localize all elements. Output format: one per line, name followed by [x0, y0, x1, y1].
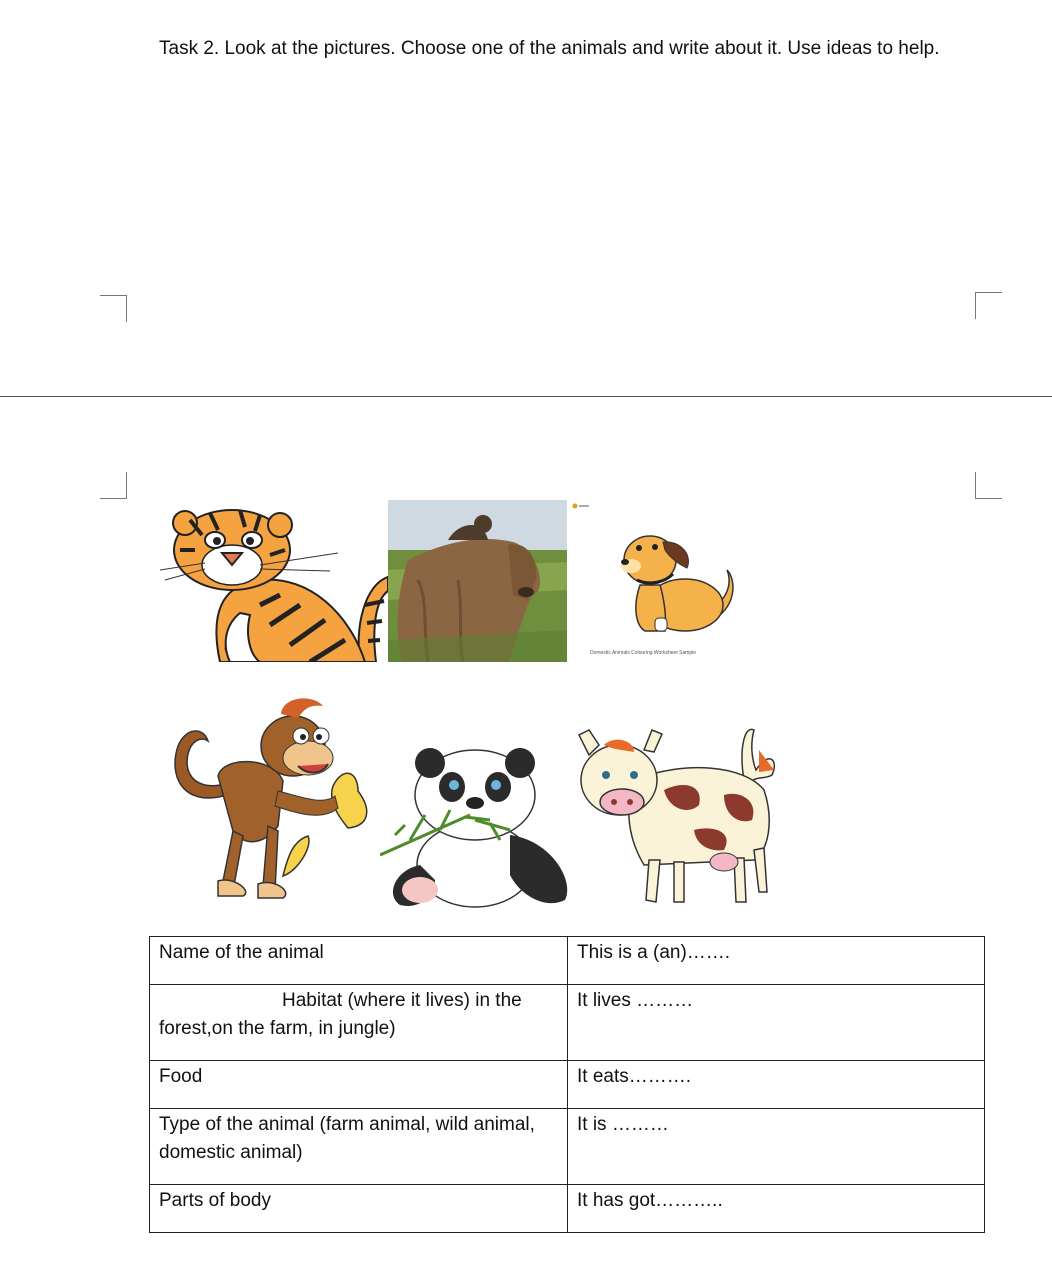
prompt-text-line2: domestic animal) [159, 1142, 303, 1163]
page-corner-mark-top-left [100, 295, 127, 322]
row-answer-food[interactable] [568, 1061, 985, 1109]
answer-text: It has got……….. [577, 1190, 723, 1211]
row-answer-body-parts[interactable] [568, 1185, 985, 1233]
tiger-icon [160, 505, 388, 662]
table-row [150, 985, 985, 1061]
small-logo-icon [572, 503, 590, 509]
panda-icon [380, 745, 573, 910]
row-prompt-type [150, 1109, 568, 1185]
table-row [150, 937, 985, 985]
row-answer-habitat[interactable] [568, 985, 985, 1061]
cow-picture [574, 720, 779, 910]
page-corner-mark-top-right [975, 292, 1002, 319]
dog-icon [615, 530, 737, 635]
page-corner-mark-bottom-left [100, 472, 127, 499]
table-row [150, 1061, 985, 1109]
row-prompt-body-parts [150, 1185, 568, 1233]
page-break-line [0, 396, 1052, 397]
task-instruction: Task 2. Look at the pictures. Choose one of the animals and write about it. Use ideas to help. [159, 38, 940, 59]
monkey-icon [163, 696, 378, 904]
table-row [150, 1109, 985, 1185]
prompt-text-line1: Habitat (where it lives) in the [282, 990, 522, 1011]
bear-icon [388, 500, 567, 662]
tiger-picture [160, 505, 388, 662]
prompt-text: Food [159, 1066, 203, 1087]
row-answer-name[interactable] [568, 937, 985, 985]
answer-text: It is ……… [577, 1114, 669, 1135]
prompt-text-line2: forest,on the farm, in jungle) [159, 1018, 396, 1039]
answer-text: It lives ……… [577, 990, 694, 1011]
row-prompt-food [150, 1061, 568, 1109]
row-answer-type[interactable] [568, 1109, 985, 1185]
answer-text: It eats………. [577, 1066, 692, 1087]
row-prompt-habitat [150, 985, 568, 1061]
dog-picture [615, 530, 737, 635]
panda-picture [380, 745, 573, 910]
page-corner-mark-bottom-right [975, 472, 1002, 499]
dog-picture-caption: Domestic Animals Colouring Worksheet Sample [590, 650, 697, 656]
ideas-table [149, 936, 985, 1233]
prompt-text-line1: Type of the animal (farm animal, wild animal, [159, 1114, 535, 1135]
bear-picture [388, 500, 567, 662]
answer-text: This is a (an)……. [577, 942, 731, 963]
cow-icon [574, 720, 779, 910]
prompt-text: Name of the animal [159, 942, 324, 963]
monkey-picture [163, 696, 378, 904]
row-prompt-name [150, 937, 568, 985]
table-row [150, 1185, 985, 1233]
prompt-text: Parts of body [159, 1190, 271, 1211]
